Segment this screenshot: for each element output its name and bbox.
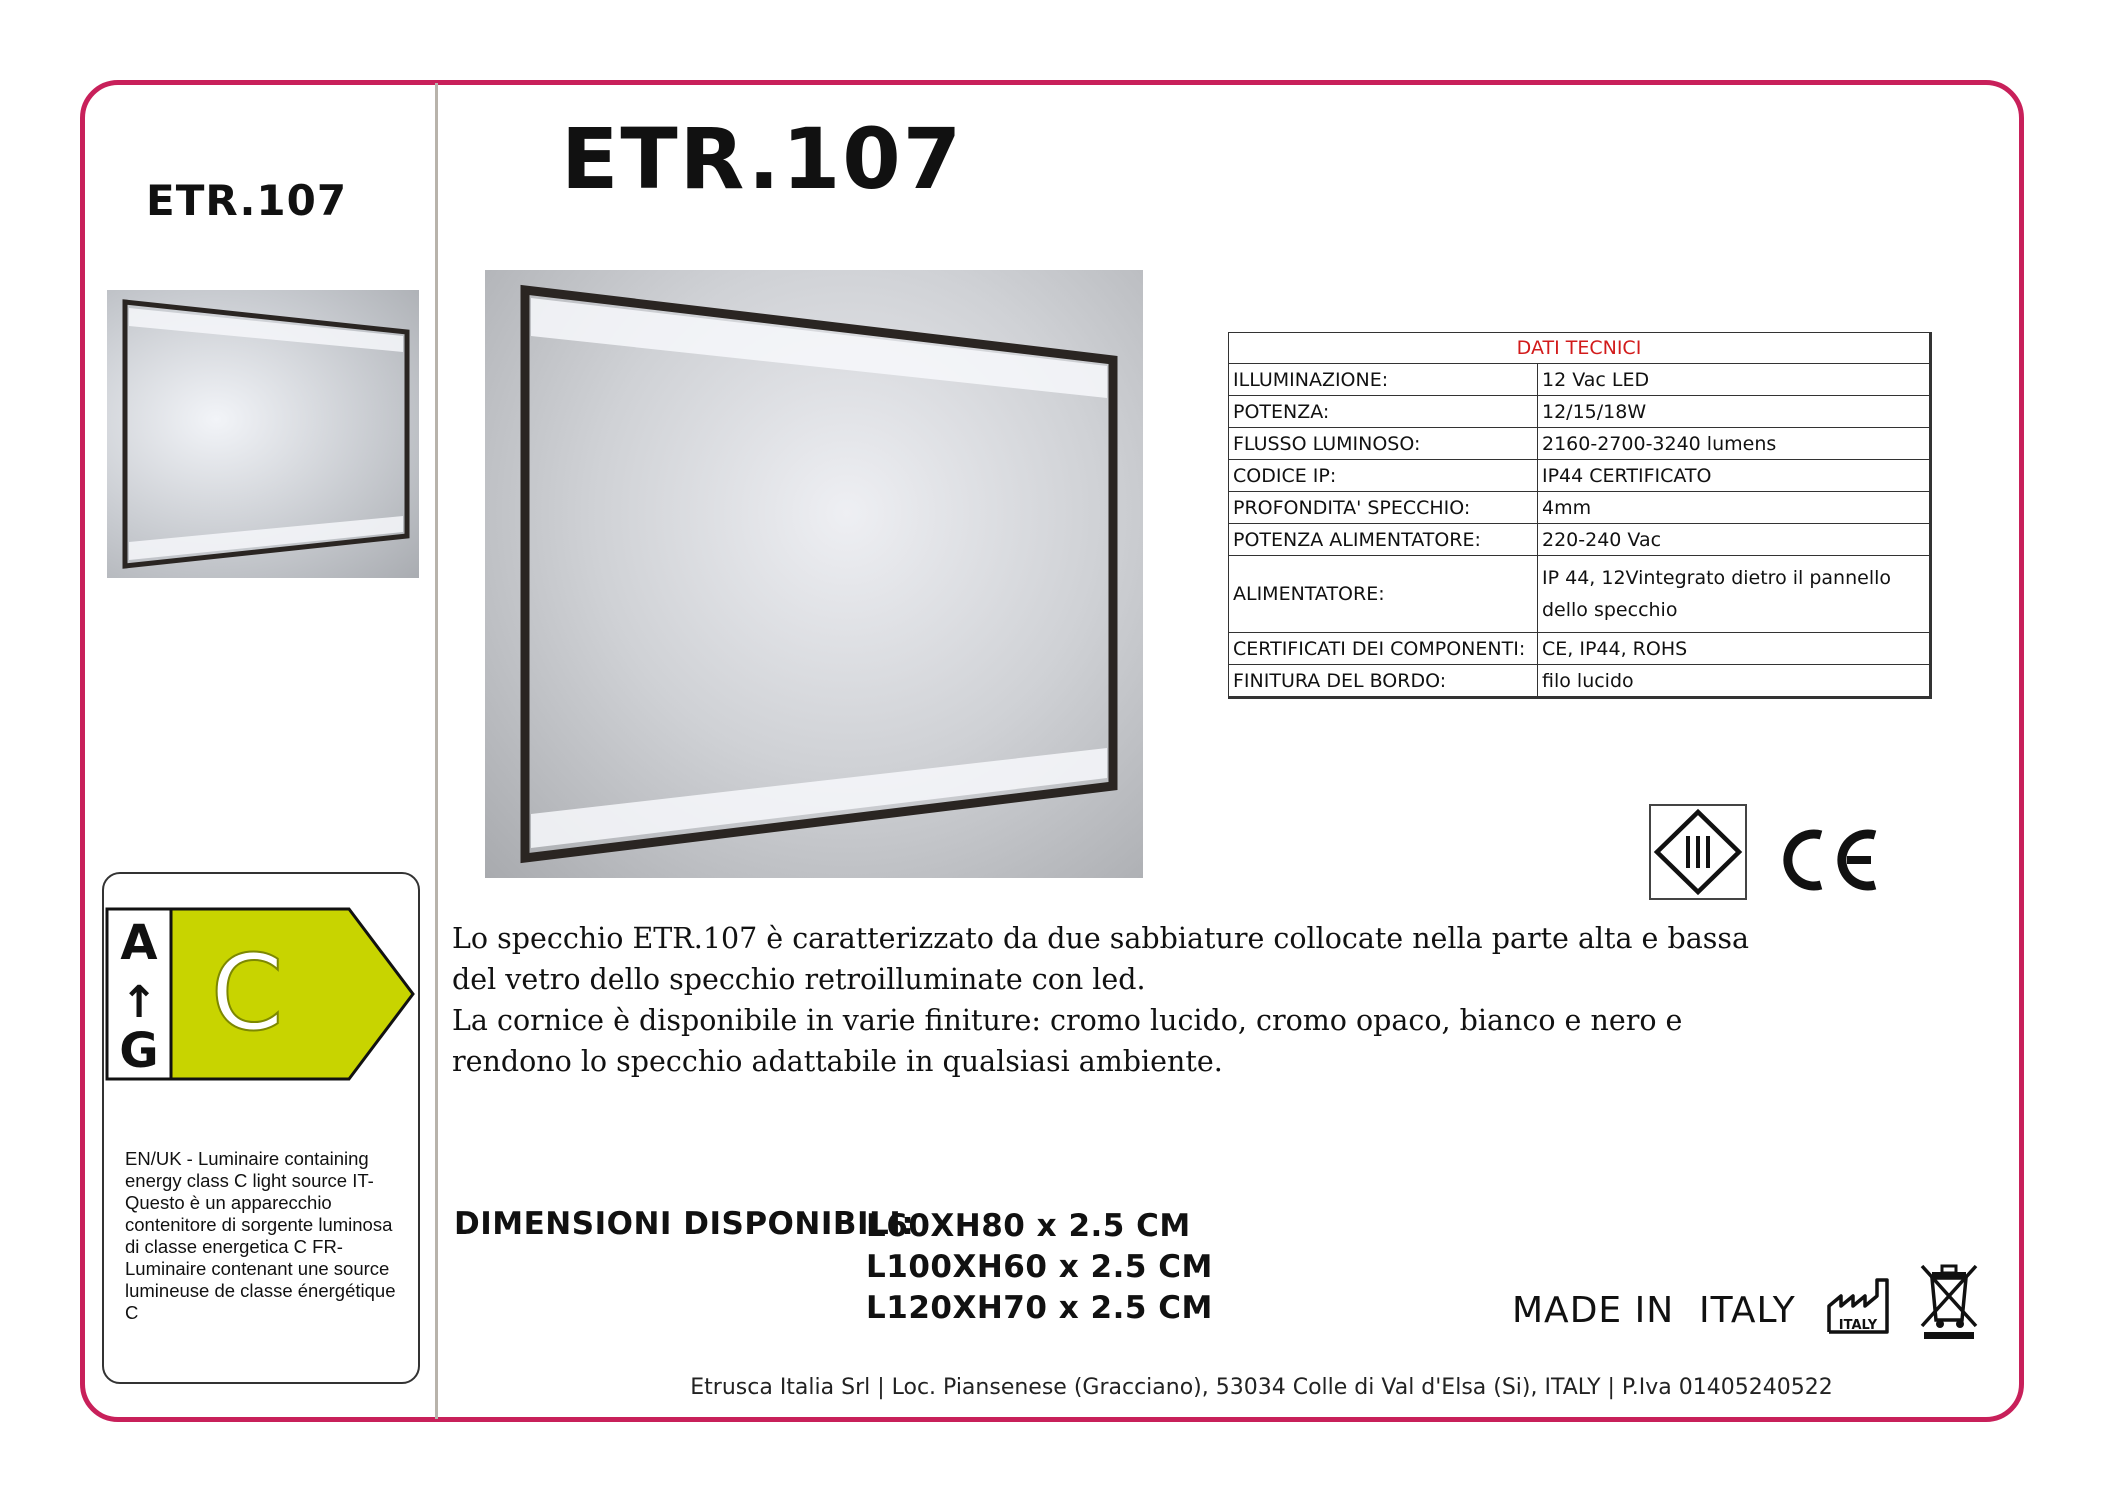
table-row <box>1229 460 1931 492</box>
table-row <box>1229 364 1931 396</box>
table-row <box>1229 428 1931 460</box>
energy-scale-arrow: ↑ <box>120 977 158 1028</box>
class-ii-icon <box>1649 804 1747 900</box>
tech-key: FLUSSO LUMINOSO: <box>1229 428 1538 460</box>
tech-value: 12/15/18W <box>1538 396 1931 428</box>
mirror-photo-drawing <box>485 270 1143 878</box>
tech-key: POTENZA: <box>1229 396 1538 428</box>
made-in-italy: MADE IN ITALY <box>1512 1290 1796 1331</box>
ce-mark-icon <box>1779 827 1883 893</box>
table-row <box>1229 633 1931 665</box>
energy-class-label <box>105 907 417 1083</box>
tech-key: ILLUMINAZIONE: <box>1229 364 1538 396</box>
tech-value: 220-240 Vac <box>1538 524 1931 556</box>
description-paragraph: La cornice è disponibile in varie finiture: cromo lucido, cromo opaco, bianco e nero e rendono lo specchio adattabile in qualsiasi ambiente. <box>452 1004 1683 1078</box>
tech-value: 12 Vac LED <box>1538 364 1931 396</box>
factory-icon <box>1825 1272 1893 1336</box>
tech-value: IP44 CERTIFICATO <box>1538 460 1931 492</box>
weee-bin-icon <box>1918 1262 1980 1340</box>
tech-value: filo lucido <box>1538 665 1931 698</box>
dimension-item: L60XH80 x 2.5 CM <box>866 1208 1191 1244</box>
product-description <box>452 918 1782 1082</box>
sidebar-title: ETR.107 <box>146 176 348 225</box>
dimension-item: L100XH60 x 2.5 CM <box>866 1249 1213 1285</box>
energy-scale-bottom: G <box>119 1023 159 1079</box>
tech-value: 4mm <box>1538 492 1931 524</box>
tech-key: POTENZA ALIMENTATORE: <box>1229 524 1538 556</box>
table-row <box>1229 396 1931 428</box>
mirror-thumbnail <box>107 290 419 578</box>
tech-value: CE, IP44, ROHS <box>1538 633 1931 665</box>
tech-key: CODICE IP: <box>1229 460 1538 492</box>
page-title: ETR.107 <box>561 110 964 208</box>
table-row <box>1229 524 1931 556</box>
mirror-thumbnail-drawing <box>107 290 419 578</box>
tech-key: PROFONDITA' SPECCHIO: <box>1229 492 1538 524</box>
energy-label-text: EN/UK - Luminaire containing energy class C light source IT- Questo è un apparecchio contenitore di sorgente luminosa di classe energetica C FR- Luminaire contenant une source lumineuse de classe énergétique C <box>125 1148 396 1323</box>
tech-key: CERTIFICATI DEI COMPONENTI: <box>1229 633 1538 665</box>
table-row <box>1229 665 1931 698</box>
mirror-photo <box>485 270 1143 878</box>
dimension-item: L120XH70 x 2.5 CM <box>866 1290 1213 1326</box>
energy-class-arrow <box>171 909 413 1079</box>
tech-value: 2160-2700-3240 lumens <box>1538 428 1931 460</box>
tech-value: IP 44, 12Vintegrato dietro il pannello dello specchio <box>1538 556 1931 633</box>
table-row <box>1229 492 1931 524</box>
energy-class-letter: C <box>210 932 284 1054</box>
company-footer: Etrusca Italia Srl | Loc. Piansenese (Gracciano), 53034 Colle di Val d'Elsa (Si), ITALY | P.Iva 01405240522 <box>690 1375 1833 1400</box>
tech-key: ALIMENTATORE: <box>1229 556 1538 633</box>
factory-icon-label: ITALY <box>1838 1318 1878 1333</box>
sidebar-divider <box>435 83 438 1419</box>
tech-table-heading: DATI TECNICI <box>1229 333 1931 364</box>
table-row <box>1229 556 1931 633</box>
energy-scale-top: A <box>120 915 158 971</box>
dimensions-label: DIMENSIONI DISPONIBILI: <box>454 1206 915 1242</box>
description-paragraph: Lo specchio ETR.107 è caratterizzato da due sabbiature collocate nella parte alta e bassa del vetro dello specchio retroilluminate con led. <box>452 922 1749 996</box>
tech-data-table <box>1228 332 1932 699</box>
dimensions-list <box>866 1206 1213 1329</box>
tech-key: FINITURA DEL BORDO: <box>1229 665 1538 698</box>
